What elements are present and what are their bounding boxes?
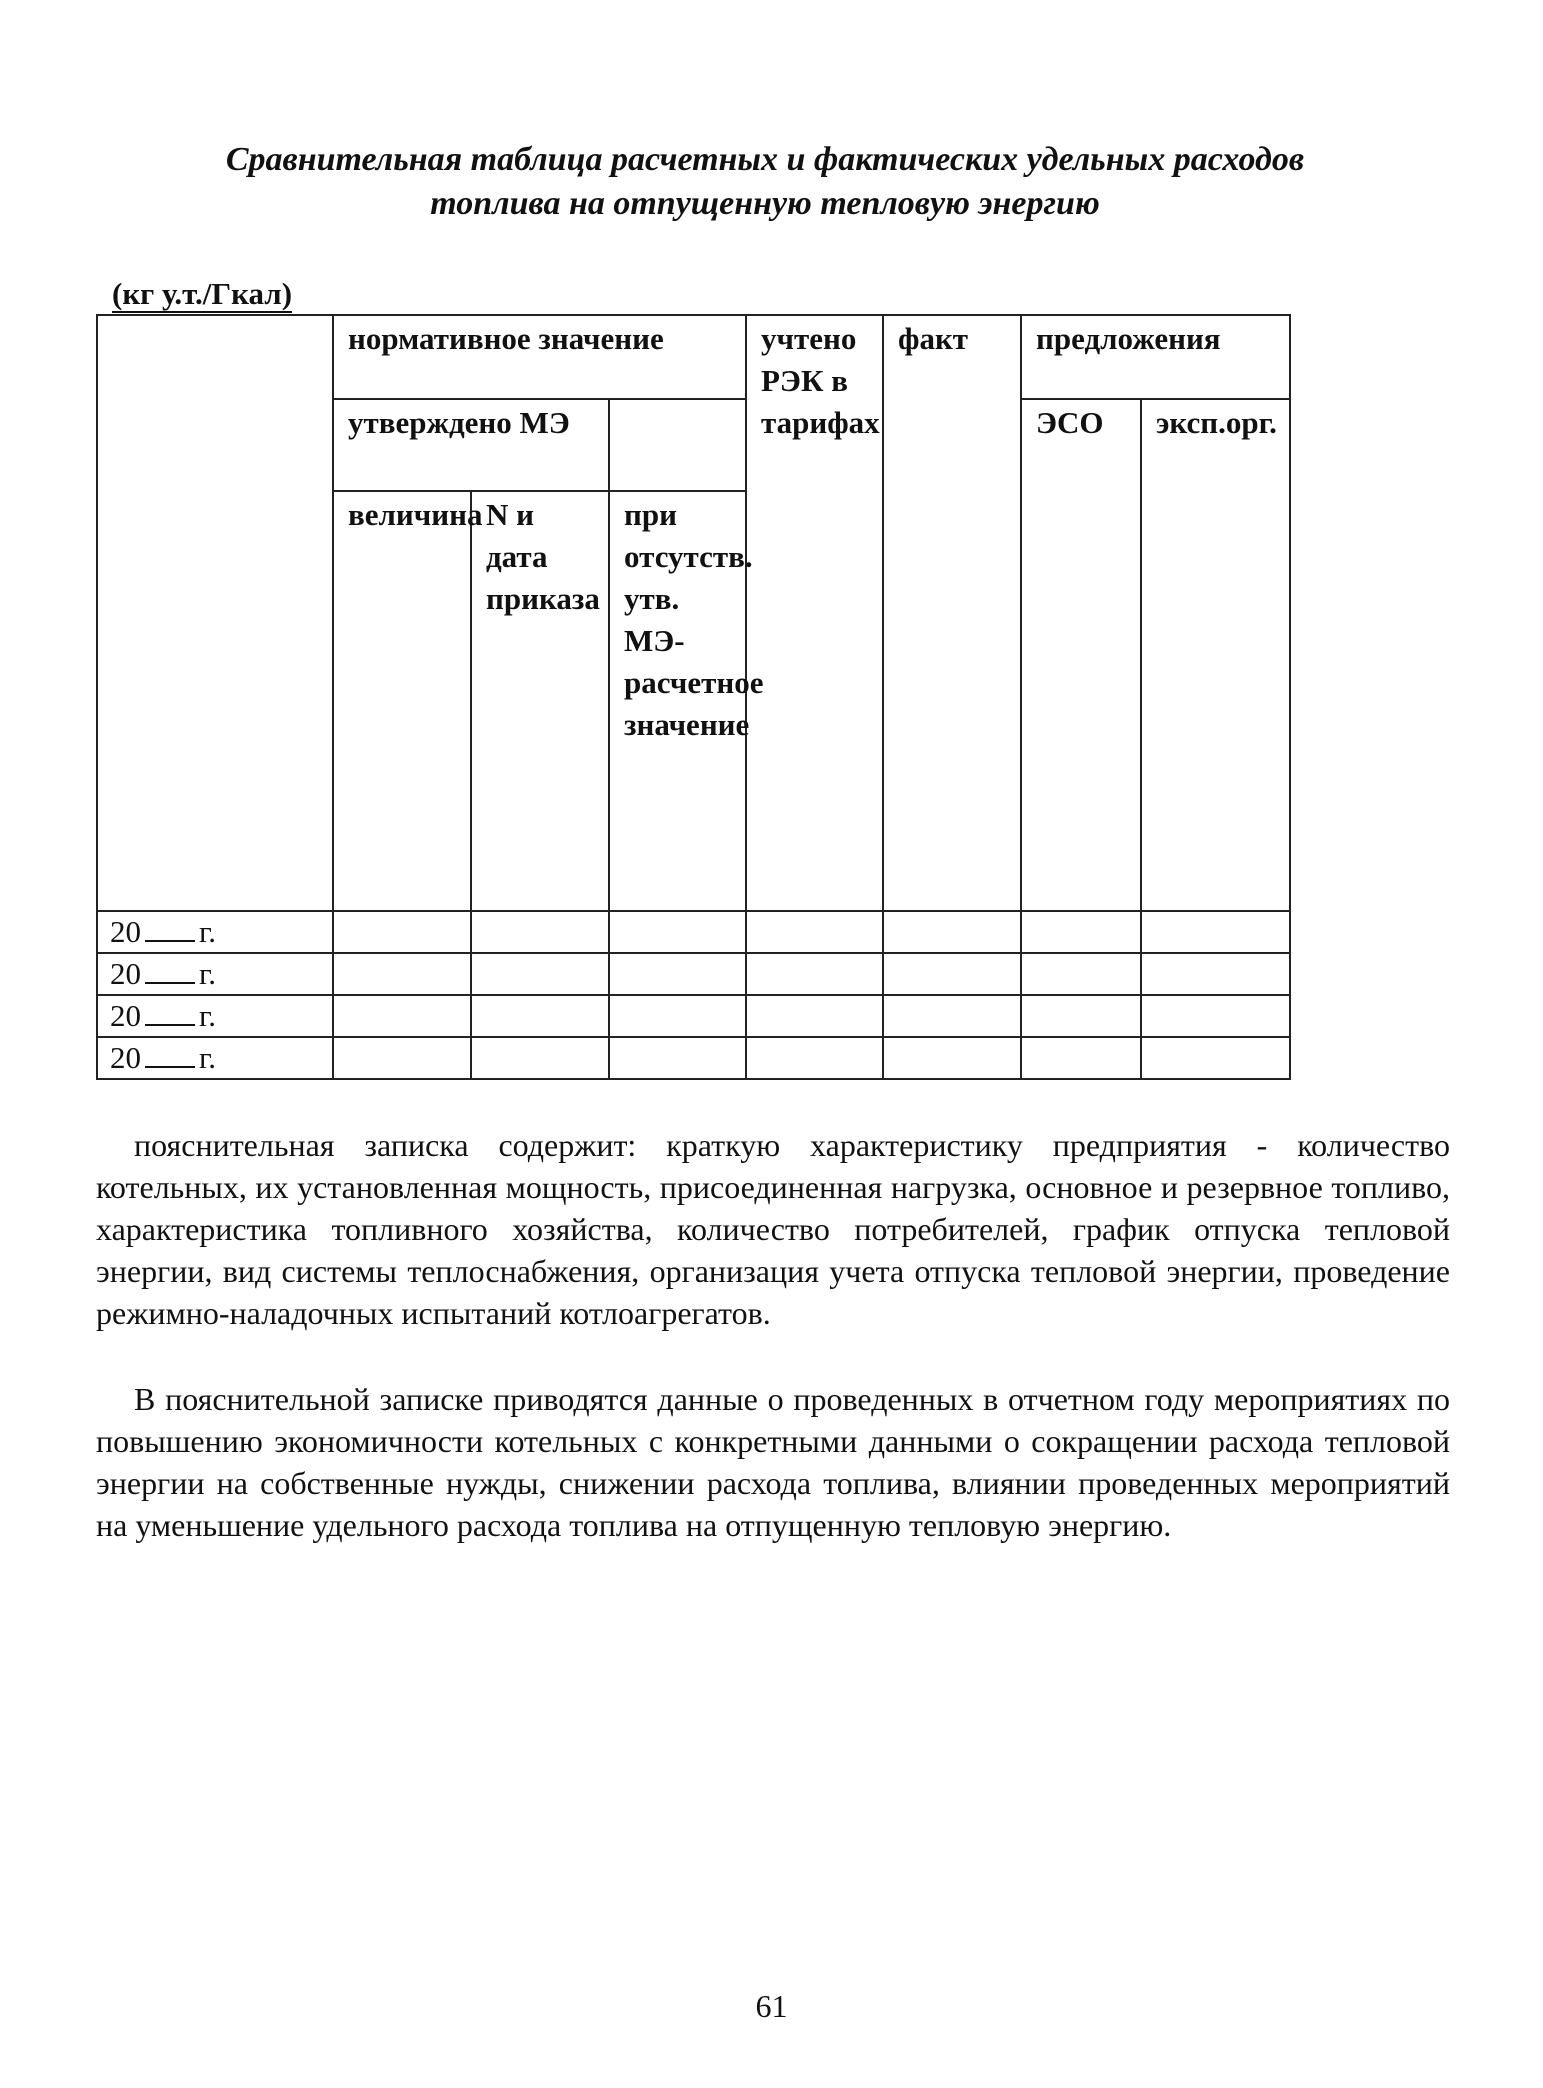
- table-cell: [609, 995, 746, 1037]
- header-value: величина: [333, 491, 471, 911]
- table-cell: [609, 911, 746, 953]
- header-fact: факт: [883, 315, 1021, 911]
- table-cell: [333, 911, 471, 953]
- comparison-table: [96, 314, 1291, 1080]
- row-year-label: 20 г.: [97, 911, 333, 953]
- table-cell: [883, 911, 1021, 953]
- title-line-1: Сравнительная таблица расчетных и фактических удельных расходов: [225, 141, 1305, 178]
- header-absent: при отсутств. утв. МЭ-расчетное значение: [609, 491, 746, 911]
- table-cell: [1141, 911, 1290, 953]
- header-rek: учтено РЭК в тарифах: [746, 315, 883, 911]
- header-eso: ЭСО: [1021, 399, 1141, 911]
- table-cell: [746, 995, 883, 1037]
- table-cell: [471, 1037, 609, 1079]
- table-cell: [1141, 1037, 1290, 1079]
- row-year-label: 20 г.: [97, 1037, 333, 1079]
- explanatory-note-paragraph-1: пояснительная записка содержит: краткую характеристику предприятия - количество котельных, их установленная мощность, присоединенная нагрузка, основное и резервное топливо, характеристика топливного хозяйства, количество потребителей, график отпуска тепловой энергии, вид системы теплоснабжения, организация учета отпуска тепловой энергии, проведение режимно-наладочных испытаний котлоагрегатов.: [96, 1127, 1450, 1331]
- table-cell: [471, 953, 609, 995]
- table-cell: [609, 1037, 746, 1079]
- table-cell: [333, 995, 471, 1037]
- table-cell: [1021, 911, 1141, 953]
- table-cell: [333, 953, 471, 995]
- table-cell: [1021, 995, 1141, 1037]
- explanatory-note-paragraph-2: В пояснительной записке приводятся данные о проведенных в отчетном году мероприятиях по повышению экономичности котельных с конкретными данными о сокращении расхода тепловой энергии на собственные нужды, снижении расхода топлива, влиянии проведенных мероприятий на уменьшение удельного расхода топлива на отпущенную тепловую энергию.: [96, 1381, 1450, 1543]
- table-cell: [333, 1037, 471, 1079]
- table-cell: [1141, 953, 1290, 995]
- row-year-label: 20 г.: [97, 953, 333, 995]
- header-order: N и дата приказа: [471, 491, 609, 911]
- document-title: [100, 138, 1430, 226]
- header-expert: эксп.орг.: [1141, 399, 1290, 911]
- row-year-label: 20 г.: [97, 995, 333, 1037]
- table-cell: [1021, 953, 1141, 995]
- table-row: [97, 1037, 1290, 1079]
- header-norm: нормативное значение: [333, 315, 746, 399]
- header-corner-cell: [97, 315, 333, 911]
- units-label: (кг у.т./Гкал): [112, 276, 293, 311]
- table-cell: [609, 953, 746, 995]
- header-approved: утверждено МЭ: [333, 399, 609, 491]
- table-cell: [471, 911, 609, 953]
- table-cell: [746, 953, 883, 995]
- table-row: [97, 995, 1290, 1037]
- table-cell: [471, 995, 609, 1037]
- table-cell: [746, 911, 883, 953]
- page-number: 61: [755, 1988, 788, 2024]
- table-row: [97, 911, 1290, 953]
- table-cell: [883, 995, 1021, 1037]
- table-cell: [1021, 1037, 1141, 1079]
- header-proposals: предложения: [1021, 315, 1290, 399]
- header-empty-cell: [609, 399, 746, 491]
- table-cell: [746, 1037, 883, 1079]
- table-cell: [883, 953, 1021, 995]
- table-cell: [1141, 995, 1290, 1037]
- table-cell: [883, 1037, 1021, 1079]
- table-row: [97, 953, 1290, 995]
- title-line-2: топлива на отпущенную тепловую энергию: [430, 185, 1100, 222]
